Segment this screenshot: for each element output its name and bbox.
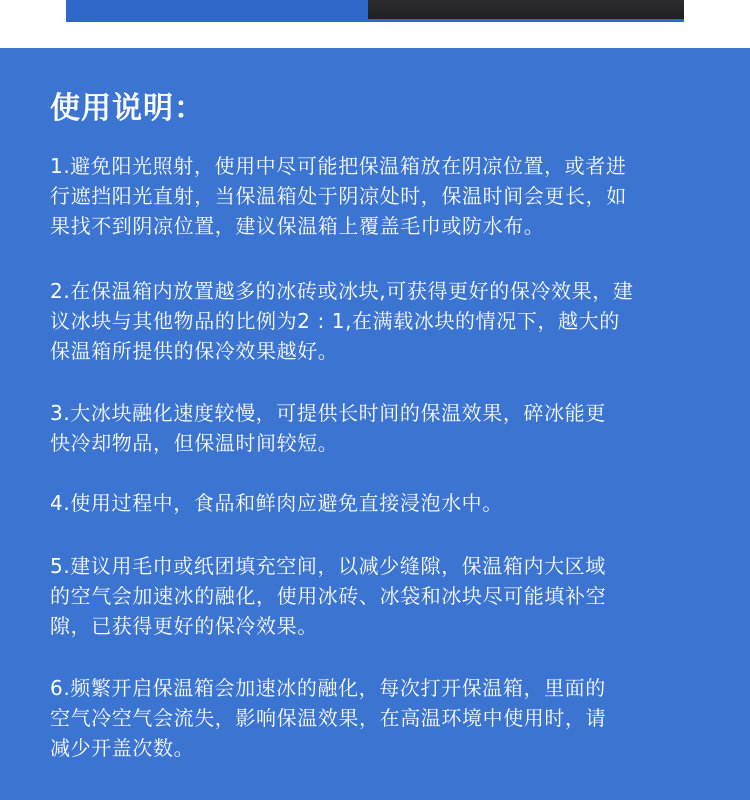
instruction-line: 1.避免阳光照射，使用中尽可能把保温箱放在阴凉位置，或者进 [50, 154, 627, 178]
instructions-title: 使用说明： [50, 91, 205, 126]
instruction-line: 4.使用过程中，食品和鲜肉应避免直接浸泡水中。 [50, 491, 503, 515]
instruction-item-1 [50, 151, 722, 241]
instruction-line: 2.在保温箱内放置越多的冰砖或冰块,可获得更好的保冷效果，建 [50, 279, 634, 303]
instruction-line: 果找不到阴凉位置，建议保温箱上覆盖毛巾或防水布。 [50, 214, 545, 238]
instruction-item-2 [50, 276, 722, 366]
instruction-line: 隙，已获得更好的保冷效果。 [50, 614, 318, 638]
instruction-line: 5.建议用毛巾或纸团填充空间，以减少缝隙，保温箱内大区域 [50, 554, 606, 578]
product-photo-edge [368, 0, 684, 19]
instruction-line: 空气冷空气会流失，影响保温效果，在高温环境中使用时，请 [50, 706, 607, 730]
instruction-line: 保温箱所提供的保冷效果越好。 [50, 339, 339, 363]
instruction-line: 减少开盖次数。 [50, 736, 195, 760]
instruction-line: 的空气会加速冰的融化，使用冰砖、冰袋和冰块尽可能填补空 [50, 584, 607, 608]
instruction-item-6 [50, 673, 722, 763]
instruction-item-4 [50, 488, 722, 518]
instruction-line: 议冰块与其他物品的比例为2 : 1,在满载冰块的情况下，越大的 [50, 309, 620, 333]
instruction-line: 行遮挡阳光直射，当保温箱处于阴凉处时，保温时间会更长，如 [50, 184, 627, 208]
instruction-line: 3.大冰块融化速度较慢，可提供长时间的保温效果，碎冰能更 [50, 401, 606, 425]
instruction-item-3 [50, 398, 722, 458]
instruction-line: 6.频繁开启保温箱会加速冰的融化，每次打开保温箱，里面的 [50, 676, 606, 700]
instruction-item-5 [50, 551, 722, 641]
instruction-line: 快冷却物品，但保温时间较短。 [50, 431, 339, 455]
